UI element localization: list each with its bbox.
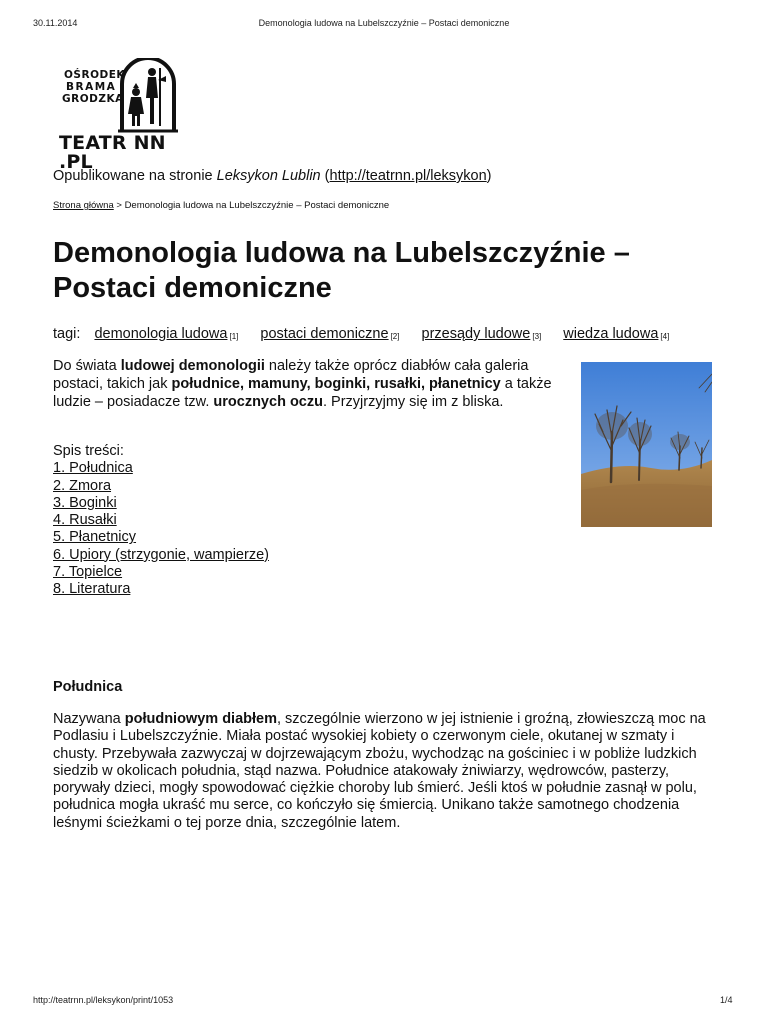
tag-link[interactable]: wiedza ludowa: [563, 326, 659, 342]
toc-link[interactable]: 2. Zmora: [53, 477, 112, 494]
toc-link[interactable]: 4. Rusałki: [53, 512, 117, 529]
site-url-link[interactable]: http://teatrnn.pl/leksykon: [329, 168, 487, 184]
toc-link[interactable]: 7. Topielce: [53, 564, 123, 581]
logo-line-3: GRODZKA: [62, 93, 124, 105]
print-date: 30.11.2014: [33, 18, 78, 28]
toc-link[interactable]: 1. Południca: [53, 460, 133, 477]
tags-row: [53, 326, 677, 342]
section-title: Południca: [53, 679, 123, 695]
intro-text: . Przyjrzyjmy się im z bliska.: [322, 394, 504, 410]
tag-link[interactable]: przesądy ludowe: [421, 326, 531, 342]
intro-text: a także ludzie – posiadacze tzw.: [53, 376, 552, 410]
table-of-contents: [53, 443, 269, 599]
site-name: Leksykon Lublin: [216, 168, 321, 184]
intro-bold: południce, mamuny, boginki, rusałki, płanetnicy: [171, 376, 501, 392]
breadcrumb-separator: >: [113, 200, 125, 211]
tag-link[interactable]: demonologia ludowa: [94, 326, 228, 342]
intro-bold: ludowej demonologii: [120, 358, 265, 374]
para-bold: południowym diabłem: [124, 711, 277, 727]
published-prefix: Opublikowane na stronie: [53, 168, 217, 184]
toc-link[interactable]: 3. Boginki: [53, 494, 117, 511]
para-text: Nazywana: [53, 711, 125, 727]
tag-ref: [4]: [660, 332, 670, 341]
toc-heading: Spis treści:: [53, 443, 124, 459]
tags-label: tagi:: [53, 326, 81, 342]
intro-text: Do świata: [53, 358, 121, 374]
teatr-nn-logo[interactable]: [52, 58, 184, 173]
published-close: ): [486, 168, 492, 184]
intro-bold: urocznych oczu: [213, 394, 323, 410]
theatre-figures-arch-icon: [116, 58, 180, 134]
section-paragraph: [53, 711, 718, 832]
logo-main-text: TEATR NN .PL: [59, 132, 166, 173]
toc-link[interactable]: 8. Literatura: [53, 581, 131, 598]
para-text: , szczególnie wierzono w jej istnienie i groźną, złowieszczą moc na Podlasiu i Lubelszczyźnie. Miała postać wysokiej kobiety o czerwonym ciele, okutanej w szmaty i chusty. Przebywała zazwyczaj w dojrzewającym zbożu, wychodząc na gościniec i w pobliże ludzkich siedzib w okolicach południa, stąd nazwa. Południce atakowały żniwiarzy, wędrowców, pasterzy, porywały dzieci, mogły spowodować ciężkie choroby lub śmierć. Jeśli ktoś w południe zasnął w polu, południca mogła ukraść mu serce, co kończyło się śmiercią. Unikano także samotnego chodzenia leśnymi ścieżkami o tej porze dnia, szczególnie latem.: [53, 711, 706, 831]
intro-text: należy także oprócz diabłów cała galeria postaci, takich jak: [53, 358, 529, 392]
breadcrumb-home-link[interactable]: Strona główna: [53, 200, 114, 211]
tag-ref: [2]: [390, 332, 400, 341]
article-title: Demonologia ludowa na Lubelszczyźnie – Postaci demoniczne: [53, 237, 630, 304]
published-note: [53, 168, 492, 184]
page-number: 1/4: [720, 995, 733, 1005]
logo-line-2: BRAMA: [66, 81, 117, 93]
tag-ref: [3]: [532, 332, 542, 341]
landscape-trees-photo: [581, 362, 712, 527]
published-open: (: [320, 168, 330, 184]
tag-ref: [1]: [229, 332, 239, 341]
print-header-title: Demonologia ludowa na Lubelszczyźnie – Postaci demoniczne: [258, 18, 510, 28]
breadcrumb-current: Demonologia ludowa na Lubelszczyźnie – Postaci demoniczne: [124, 200, 390, 211]
breadcrumb: [53, 200, 389, 211]
toc-link[interactable]: 5. Płanetnicy: [53, 529, 137, 546]
toc-link[interactable]: 6. Upiory (strzygonie, wampierze): [53, 546, 269, 563]
tag-link[interactable]: postaci demoniczne: [260, 326, 389, 342]
intro-paragraph: [53, 357, 578, 411]
logo-line-1: OŚRODEK: [64, 69, 126, 81]
print-footer-url: http://teatrnn.pl/leksykon/print/1053: [33, 995, 174, 1005]
